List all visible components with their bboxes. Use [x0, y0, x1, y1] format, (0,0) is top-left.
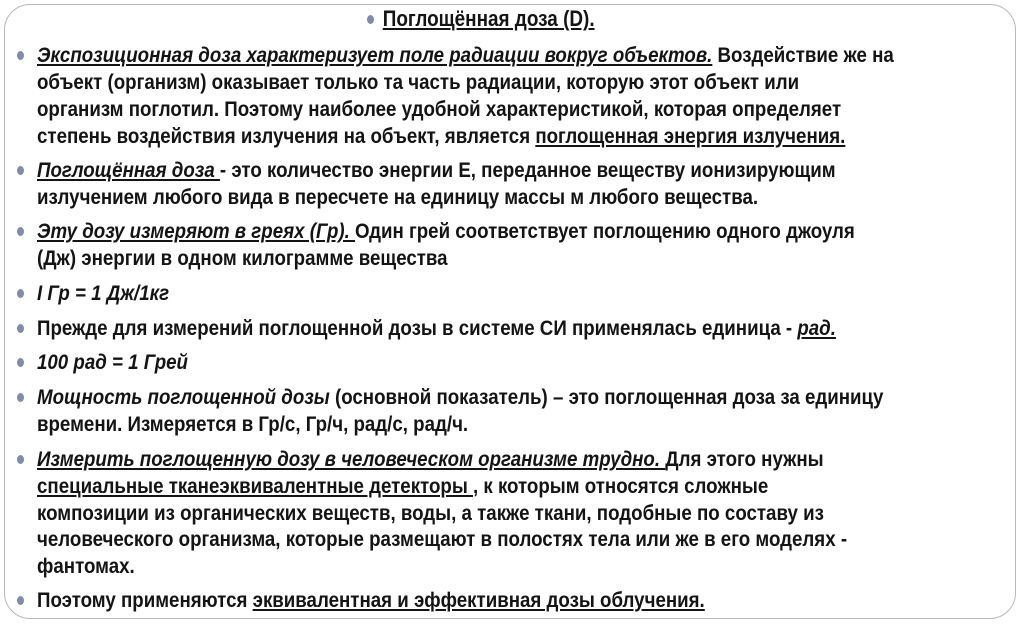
text-line — [37, 280, 169, 306]
underlined-text: Экспозиционная доза характеризует поле радиации вокруг объектов. — [37, 43, 713, 67]
text-segment: Прежде для измерений поглощенной дозы в системе СИ применялась единица - — [37, 316, 798, 340]
text-line — [37, 500, 824, 526]
underlined-text: поглощенная энергия излучения. — [535, 124, 846, 148]
text-segment: - это количество энергии Е, переданное веществу ионизирующим — [219, 158, 836, 182]
bullet-icon — [17, 166, 24, 175]
bullet-icon — [17, 596, 24, 605]
italic-text: Мощность поглощенной дозы — [37, 385, 330, 409]
text-segment: степень воздействия излучения на объект, является — [37, 124, 536, 148]
text-line — [37, 315, 836, 341]
underlined-text: Измерить поглощенную дозу в человеческом организме трудно. — [37, 447, 666, 471]
bullet-icon — [17, 289, 24, 298]
text-segment: фантомах. — [37, 554, 135, 578]
text-segment: Один грей соответствует поглощению одного джоуля — [355, 219, 855, 243]
text-segment: времени. Измеряется в Гр/с, Гр/ч, рад/с, рад/ч. — [37, 412, 469, 436]
text-line — [37, 526, 847, 552]
text-line — [37, 157, 836, 183]
text-line — [37, 245, 448, 271]
text-segment: , к которым относятся сложные — [472, 474, 769, 498]
text-line — [37, 473, 768, 499]
slide-title — [369, 6, 595, 32]
underlined-text: специальные тканеэквивалентные детекторы — [37, 474, 473, 498]
text-line — [37, 42, 894, 68]
text-line — [37, 349, 188, 375]
text-segment: композиции из органических веществ, воды, а также ткани, подобные по составу из — [37, 501, 824, 525]
text-segment: (основной показатель) – это поглощенная доза за единицу — [329, 385, 884, 409]
underlined-text: Эту дозу измеряют в греях (Гр). — [37, 219, 356, 243]
text-segment: Для этого нужны — [665, 447, 824, 471]
text-segment: человеческого организма, которые размещают в полостях тела или же в его моделях - — [37, 527, 848, 551]
text-line — [37, 384, 883, 410]
text-line — [37, 446, 824, 472]
bullet-icon — [17, 358, 24, 367]
italic-text: I Гр = 1 Дж/1кг — [37, 281, 170, 305]
text-line — [37, 553, 135, 579]
italic-text: 100 рад = 1 Грей — [37, 350, 188, 374]
text-segment: (Дж) энергии в одном килограмме вещества — [37, 246, 448, 270]
bullet-icon — [17, 455, 24, 464]
text-line — [37, 123, 845, 149]
bullet-icon — [17, 324, 24, 333]
text-line — [37, 184, 758, 210]
underlined-text: рад. — [797, 316, 836, 340]
bullet-icon — [17, 393, 24, 402]
text-segment: организм поглотил. Поэтому наиболее удобной характеристикой, которая определяет — [37, 97, 842, 121]
bullet-icon — [17, 51, 24, 60]
text-segment: Воздействие же на — [712, 43, 894, 67]
text-line — [37, 411, 468, 437]
underlined-text: Поглощённая доза — [37, 158, 220, 182]
text-segment: Поэтому применяются — [37, 588, 253, 612]
text-line — [37, 218, 855, 244]
text-segment: объект (организм) оказывает только та часть радиации, которую этот объект или — [37, 70, 800, 94]
text-line — [37, 587, 705, 613]
text-segment: излучением любого вида в пересчете на единицу массы м любого вещества. — [37, 185, 759, 209]
underlined-text: эквивалентная и эффективная дозы облучения. — [252, 588, 705, 612]
bullet-icon — [17, 227, 24, 236]
text-line — [37, 96, 841, 122]
text-line — [37, 69, 799, 95]
slide-title-text: Поглощённая доза (D). — [382, 6, 595, 31]
